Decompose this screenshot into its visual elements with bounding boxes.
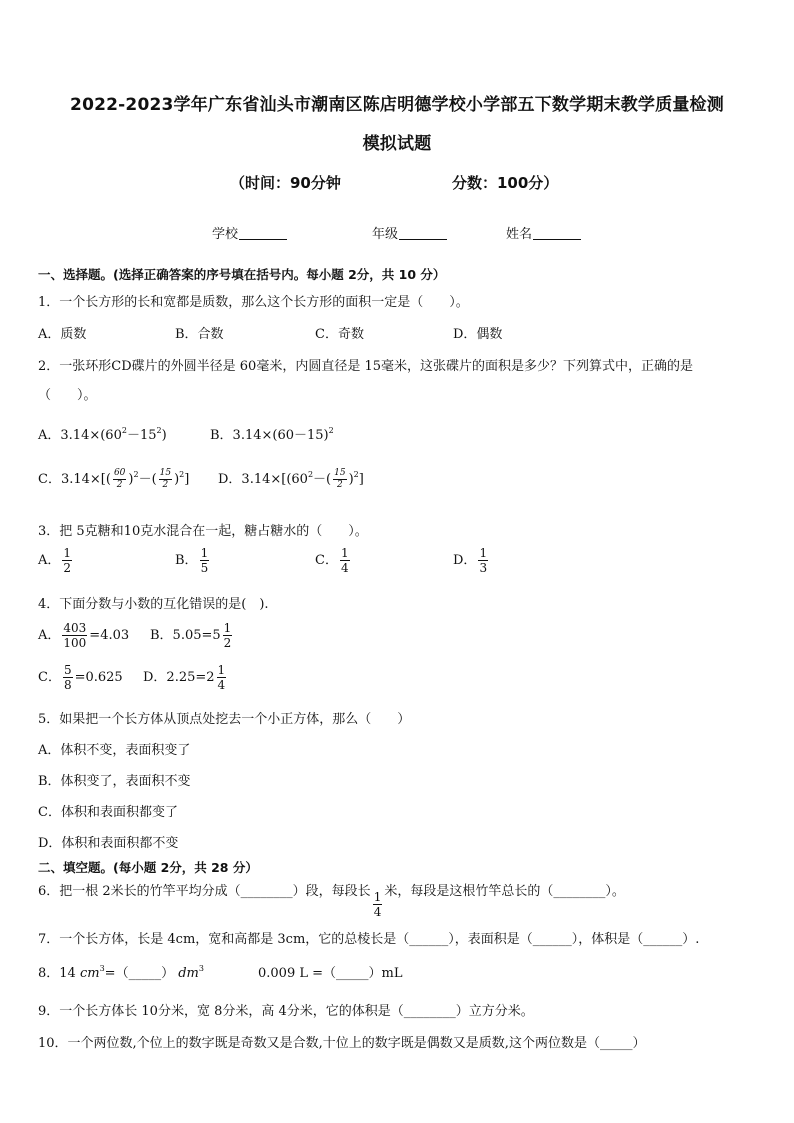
question-6: 6．把一根 2米长的竹竿平均分成（________）段，每段长 $\frac{1}{4}$ 米，每段是这根竹竿总长的（________）。 [38, 884, 625, 919]
name-field [506, 223, 581, 242]
question-1: 1．一个长方形的长和宽都是质数，那么这个长方形的面积一定是（ ）。 [38, 295, 469, 310]
question-5: 5．如果把一个长方体从顶点处挖去一个小正方体，那么（ ） [38, 712, 411, 727]
q5-option-b: B．体积变了，表面积不变 [38, 774, 191, 789]
q5-option-a: A．体积不变，表面积变了 [38, 743, 191, 758]
q4-option-a: A． $\frac{403}{100}$ =4.03 [38, 621, 130, 650]
school-blank [239, 227, 287, 240]
question-7: 7．一个长方体，长是 4cm，宽和高都是 3cm，它的总棱长是（______），表面积是（______），体积是（______）. [38, 932, 700, 947]
q4-option-d: D．2.25=2 $\frac{1}{4}$ [143, 663, 226, 692]
exam-score: 分数：100分） [452, 174, 559, 192]
q5-option-c: C．体积和表面积都变了 [38, 805, 178, 820]
q1-option-d: D．偶数 [453, 327, 503, 342]
exam-title-line2: 模拟试题 [362, 134, 432, 154]
q3-option-d: D． $\frac{1}{3}$ [453, 546, 488, 575]
question-2-line2: （ ）。 [38, 388, 97, 403]
name-label: 姓名 [506, 227, 533, 242]
grade-blank [399, 227, 447, 240]
section1-heading: 一、选择题。(选择正确答案的序号填在括号内。每小题 2分，共 10 分） [38, 267, 446, 282]
question-3: 3．把 5克糖和10克水混合在一起，糖占糖水的（ ）。 [38, 524, 368, 539]
question-8-part2: 0.009 L =（_____）mL [258, 966, 403, 981]
q5-option-d: D．体积和表面积都不变 [38, 836, 179, 851]
question-8: 8．14 $cm^3=(\_\_\_\_\_)$ $dm^3$ [38, 964, 204, 981]
q1-option-c: C．奇数 [315, 327, 364, 342]
q2-option-d: D．$3.14\times[(60^2-$( $\frac{15}{2}$ )$^2$] [218, 468, 364, 490]
question-4: 4．下面分数与小数的互化错误的是( ). [38, 597, 269, 612]
question-9: 9．一个长方体长 10分米，宽 8分米，高 4分米，它的体积是（________）立方分米。 [38, 1004, 534, 1019]
q1-option-a: A．质数 [38, 327, 87, 342]
q2-option-a: A．$3.14\times(60^2-15^2)$ [38, 426, 167, 443]
q3-option-b: B． $\frac{1}{5}$ [175, 546, 209, 575]
q1-option-b: B．合数 [175, 327, 224, 342]
q4-option-b: B．5.05=5 $\frac{1}{2}$ [150, 621, 232, 650]
school-label: 学校 [212, 227, 239, 242]
grade-label: 年级 [372, 227, 399, 242]
school-field [212, 223, 287, 242]
question-2-line1: 2．一张环形CD碟片的外圆半径是 60毫米，内圆直径是 15毫米，这张碟片的面积是多少？下列算式中，正确的是 [38, 359, 693, 374]
q3-option-c: C． $\frac{1}{4}$ [315, 546, 349, 575]
q3-option-a: A． $\frac{1}{2}$ [38, 546, 72, 575]
exam-time: （时间：90分钟 [230, 174, 341, 192]
grade-field [372, 223, 447, 242]
name-blank [533, 227, 581, 240]
q4-option-c: C． $\frac{5}{8}$ =0.625 [38, 663, 123, 692]
exam-title-line1: 2022-2023学年广东省汕头市潮南区陈店明德学校小学部五下数学期末教学质量检测 [70, 95, 724, 115]
question-10: 10．一个两位数,个位上的数字既是奇数又是合数,十位上的数字既是偶数又是质数,这个两位数是（_____） [38, 1036, 646, 1051]
q2-option-c: C．3.14×[( $\frac{60}{2}$ )$^2$－( $\frac{15}{2}$ )$^2$] [38, 468, 190, 490]
section2-heading: 二、填空题。(每小题 2分，共 28 分） [38, 860, 258, 875]
q2-option-b: B．$3.14\times(60-15)^2$ [210, 426, 334, 443]
